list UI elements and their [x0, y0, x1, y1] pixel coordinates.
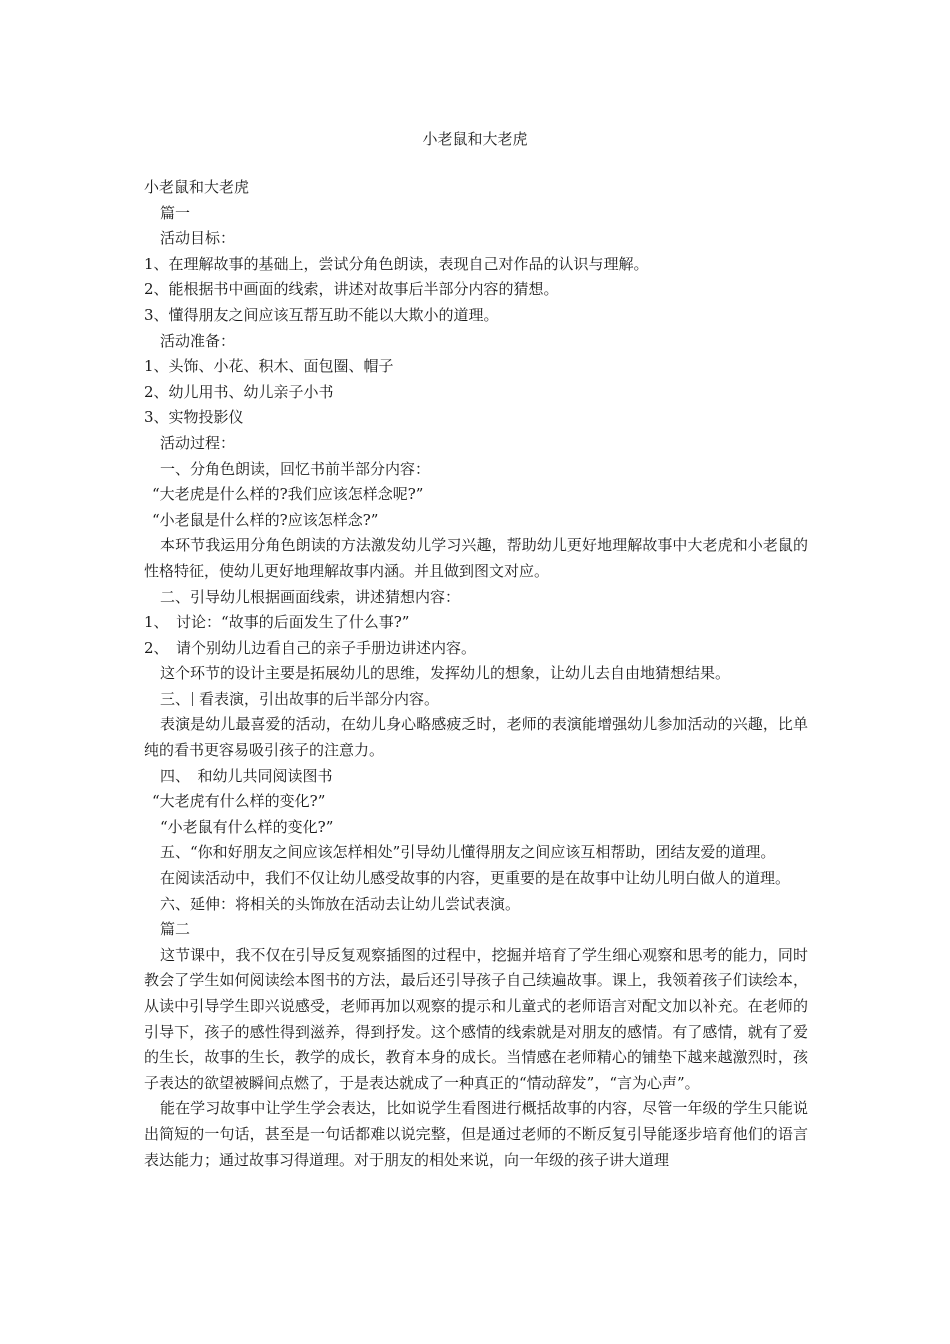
goal-item-2: 2、能根据书中画面的线索，讲述对故事后半部分内容的猜想。: [144, 280, 559, 299]
document-subtitle: 小老鼠和大老虎: [144, 178, 250, 196]
section-heading-part-two: 篇二: [160, 920, 191, 939]
process-step-6: 六、延伸：将相关的头饰放在活动去让幼儿尝试表演。: [160, 894, 521, 913]
process-step-2: 二、引导幼儿根据画面线索，讲述猜想内容：: [160, 587, 461, 606]
step-3-text: 看表演，引出故事的后半部分内容。: [199, 689, 440, 708]
process-step-5: 五、“你和好朋友之间应该怎样相处”引导幼儿懂得朋友之间应该互相帮助，团结友爱的道理。: [160, 843, 776, 862]
goal-item-1: 1、在理解故事的基础上，尝试分角色朗读，表现自己对作品的认识与理解。: [144, 254, 649, 273]
text-cursor-mark: [192, 692, 193, 706]
step-1-explanation: 本环节我运用分角色朗读的方法激发幼儿学习兴趣，帮助幼儿更好地理解故事中大老虎和小老鼠的性格特征，使幼儿更好地理解故事内涵。并且做到图文对应。: [144, 536, 808, 580]
quote-tiger-change: “大老虎有什么样的变化?”: [152, 792, 326, 811]
quote-tiger-question: “大老虎是什么样的?我们应该怎样念呢?”: [152, 485, 424, 504]
step-3-explanation: 表演是幼儿最喜爱的活动，在幼儿身心略感疲乏时，老师的表演能增强幼儿参加活动的兴趣，比单纯的看书更容易吸引孩子的注意力。: [144, 715, 808, 760]
process-step-1: 一、分角色朗读，回忆书前半部分内容：: [160, 459, 431, 478]
activity-prep-heading: 活动准备：: [160, 331, 236, 350]
prep-item-2: 2、幼儿用书、幼儿亲子小书: [144, 382, 334, 401]
part-two-paragraph-2: 能在学习故事中让学生学会表达，比如说学生看图进行概括故事的内容，尽管一年级的学生只能说出简短的一句话，甚至是一句话都难以说完整，但是通过老师的不断反复引导能逐步培育他们的语言表达能力；通过故事习得道理。对于朋友的相处来说，向一年级的孩子讲大道理: [144, 1099, 808, 1169]
step-2-explanation: 这个环节的设计主要是拓展幼儿的思维，发挥幼儿的想象，让幼儿去自由地猜想结果。: [160, 664, 731, 683]
step-3-number: 三、: [160, 689, 191, 708]
activity-goals-heading: 活动目标：: [160, 229, 236, 248]
prep-item-3: 3、实物投影仪: [144, 408, 244, 427]
part-two-paragraph-1: 这节课中，我不仅在引导反复观察插图的过程中，挖掘并培育了学生细心观察和思考的能力，同时教会了学生如何阅读绘本图书的方法，最后还引导孩子自己续遍故事。课上，我领着孩子们读绘本，从读中引导学生即兴说感受，老师再加以观察的提示和儿童式的老师语言对配文加以补充。在老师的引导下，孩子的感性得到滋养，得到抒发。这个感情的线索就是对朋友的感情。有了感情，就有了爱的生长，故事的生长，教学的成长，教育本身的成长。当情感在老师精心的铺垫下越来越激烈时，孩子表达的欲望被瞬间点燃了，于是表达就成了一种真正的“情动辞发”，“言为心声”。: [144, 945, 808, 1092]
activity-process-heading: 活动过程：: [160, 433, 236, 452]
goal-item-3: 3、懂得朋友之间应该互帮互助不能以大欺小的道理。: [144, 305, 499, 324]
step-2-item-1: 1、 讨论：“故事的后面发生了什么事?”: [144, 613, 410, 632]
process-step-4: 四、 和幼儿共同阅读图书: [160, 766, 333, 785]
section-heading-part-one: 篇一: [160, 203, 191, 222]
quote-mouse-change: “小老鼠有什么样的变化?”: [160, 817, 334, 836]
step-5-explanation: 在阅读活动中，我们不仅让幼儿感受故事的内容，更重要的是在故事中让幼儿明白做人的道理。: [160, 869, 791, 888]
prep-item-1: 1、头饰、小花、积木、面包圈、帽子: [144, 357, 394, 376]
process-step-3: [144, 687, 808, 713]
quote-mouse-question: “小老鼠是什么样的?应该怎样念?”: [152, 510, 379, 529]
document-title: 小老鼠和大老虎: [422, 130, 528, 148]
document-body: [144, 175, 808, 1173]
step-2-item-2: 2、 请个别幼儿边看自己的亲子手册边讲述内容。: [144, 638, 477, 657]
